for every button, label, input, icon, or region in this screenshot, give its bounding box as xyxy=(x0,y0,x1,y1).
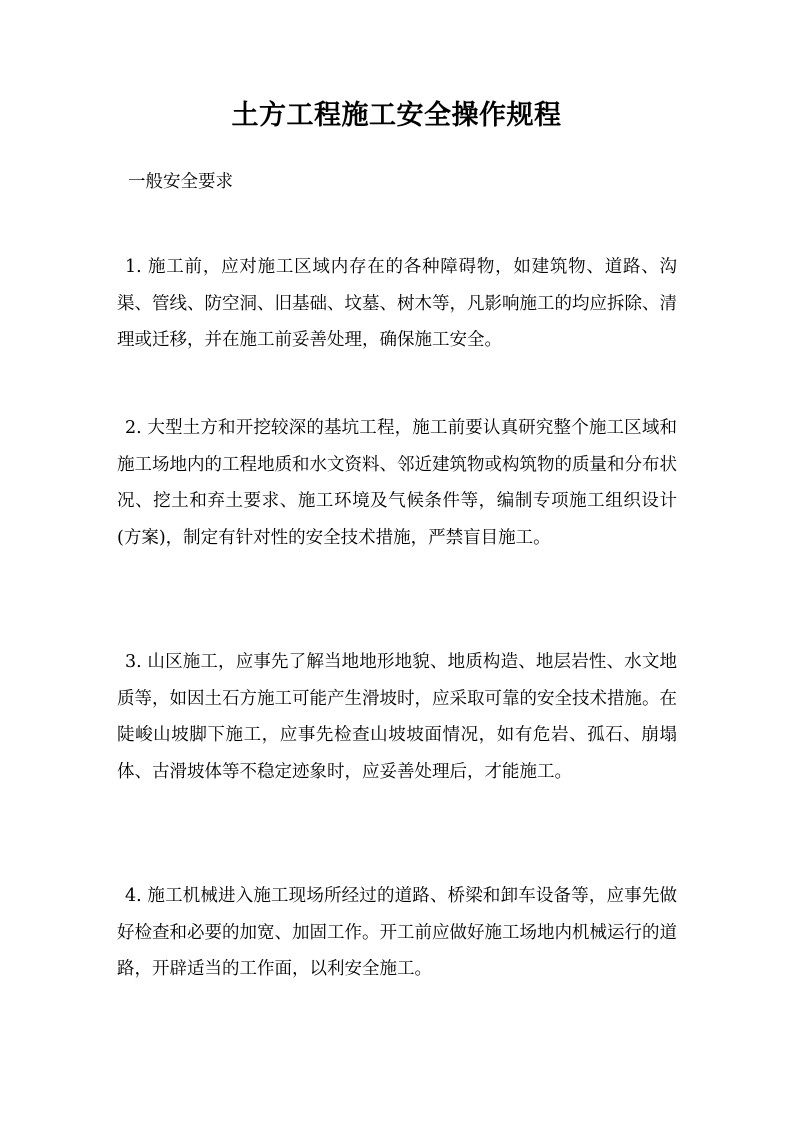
paragraph-4: 4. 施工机械进入施工现场所经过的道路、桥梁和卸车设备等，应事先做好检查和必要的加宽、加固工作。开工前应做好施工场地内机械运行的道路，开辟适当的工作面，以利安全施工。 xyxy=(117,886,677,980)
paragraph-1: 1. 施工前，应对施工区域内存在的各种障碍物，如建筑物、道路、沟渠、管线、防空洞、旧基础、坟墓、树木等，凡影响施工的均应拆除、清理或迁移，并在施工前妥善处理，确保施工安全。 xyxy=(117,257,677,351)
document-title: 土方工程施工安全操作规程 xyxy=(231,100,562,131)
paragraph-3: 3. 山区施工，应事先了解当地地形地貌、地质构造、地层岩性、水文地质等，如因土石方施工可能产生滑坡时，应采取可靠的安全技术措施。在陡峻山坡脚下施工，应事先检查山坡坡面情况，如有危岩、孤石、崩塌体、古滑坡体等不稳定迹象时，应妥善处理后，才能施工。 xyxy=(117,652,677,782)
paragraph-2: 2. 大型土方和开挖较深的基坑工程，施工前要认真研究整个施工区域和施工场地内的工程地质和水文资料、邻近建筑物或构筑物的质量和分布状况、挖土和弃土要求、施工环境及气候条件等，编制专项施工组织设计(方案)，制定有针对性的安全技术措施，严禁盲目施工。 xyxy=(117,418,677,548)
section-heading: 一般安全要求 xyxy=(128,172,233,192)
